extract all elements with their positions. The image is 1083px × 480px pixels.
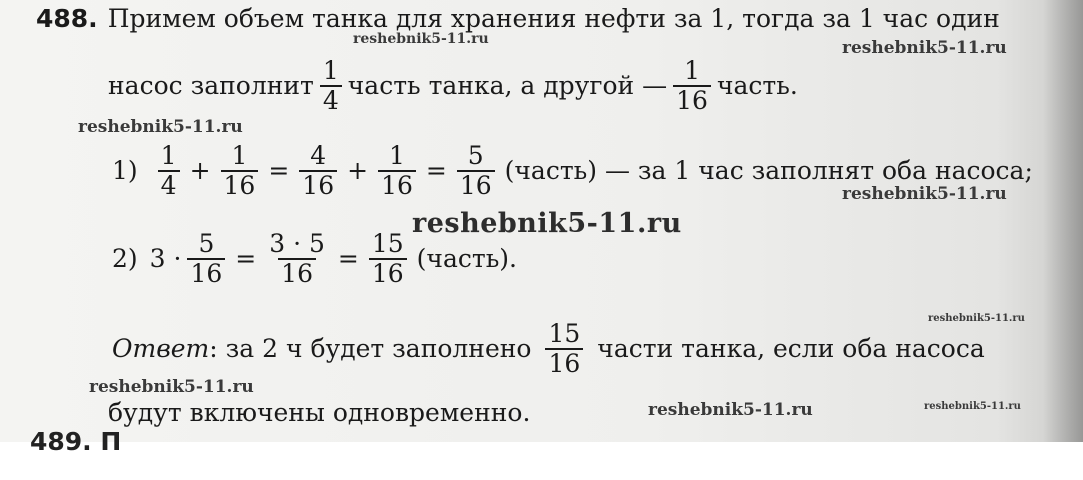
step-2-fraction-2 — [266, 230, 328, 288]
step-1-label: 1) — [112, 156, 138, 185]
step-1-fraction-2 — [221, 142, 259, 200]
fraction-numerator: 1 — [684, 56, 700, 85]
fraction-denominator: 16 — [187, 258, 225, 288]
step-1-text: (часть) — за 1 час заполнят оба насоса; — [504, 156, 1033, 185]
watermark: reshebnik5-11.ru — [78, 117, 243, 137]
fraction-numerator: 1 — [231, 141, 248, 170]
fraction-numerator: 1 — [322, 56, 339, 85]
fraction-numerator: 4 — [310, 141, 327, 170]
equals-sign: = — [425, 156, 447, 185]
fraction-denominator: 16 — [545, 348, 583, 378]
answer-line-1 — [112, 318, 985, 380]
problem-text-start: насос заполнит — [108, 71, 314, 100]
answer-text-end: части танка, если оба насоса — [597, 334, 985, 363]
equals-sign: = — [337, 244, 359, 273]
watermark: reshebnik5-11.ru — [842, 184, 1007, 204]
multiplier: 3 · — [149, 244, 182, 273]
fraction-denominator: 4 — [158, 170, 180, 200]
watermark: reshebnik5-11.ru — [648, 400, 813, 420]
fraction-one-sixteenth — [673, 57, 711, 115]
equals-sign: = — [235, 244, 257, 273]
fraction-denominator: 16 — [369, 258, 407, 288]
problem-line-1 — [36, 4, 1000, 34]
answer-fraction — [545, 320, 583, 378]
fraction-denominator: 16 — [221, 170, 259, 200]
step-1-fraction-4 — [378, 142, 416, 200]
step-2-text: (часть). — [416, 244, 518, 273]
watermark: reshebnik5-11.ru — [353, 31, 489, 47]
fraction-one-quarter — [320, 57, 342, 115]
step-2-fraction-3 — [369, 230, 407, 288]
fraction-numerator: 1 — [160, 141, 177, 170]
watermark-large: reshebnik5-11.ru — [412, 208, 682, 239]
problem-line-2 — [108, 55, 798, 117]
fraction-denominator: 16 — [457, 170, 495, 200]
step-1-fraction-5 — [457, 142, 495, 200]
fraction-numerator: 15 — [371, 229, 404, 258]
problem-number: 488. — [36, 4, 98, 33]
watermark: reshebnik5-11.ru — [928, 313, 1025, 324]
fraction-denominator: 16 — [278, 258, 316, 288]
fraction-denominator: 16 — [673, 85, 711, 115]
fraction-numerator: 1 — [389, 141, 405, 170]
fraction-denominator: 16 — [378, 170, 416, 200]
page-edge-shadow — [1043, 0, 1083, 442]
watermark: reshebnik5-11.ru — [89, 377, 254, 397]
step-1-fraction-1 — [158, 142, 180, 200]
fraction-numerator: 5 — [198, 229, 215, 258]
fraction-denominator: 16 — [299, 170, 337, 200]
problem-text-line-1: Примем объем танка для хранения нефти за 1, тогда за 1 час один — [107, 4, 1000, 33]
fraction-numerator: 3 · 5 — [269, 229, 325, 258]
answer-text-start: : за 2 ч будет заполнено — [209, 334, 532, 363]
step-2-fraction-1 — [187, 230, 225, 288]
watermark: reshebnik5-11.ru — [924, 401, 1021, 412]
watermark: reshebnik5-11.ru — [842, 38, 1007, 58]
plus-sign: + — [347, 156, 369, 185]
problem-text-end: часть. — [716, 71, 798, 100]
plus-sign: + — [189, 156, 211, 185]
step-2-label: 2) — [112, 244, 138, 273]
fraction-numerator: 15 — [548, 319, 581, 348]
step-1-fraction-3 — [299, 142, 337, 200]
equals-sign: = — [268, 156, 290, 185]
answer-line-2 — [108, 398, 530, 428]
answer-label: Ответ — [112, 334, 210, 363]
answer-text-line-2: будут включены одновременно. — [108, 398, 531, 427]
next-problem-cut: 489. П — [30, 427, 122, 456]
fraction-denominator: 4 — [320, 85, 342, 115]
problem-text-mid: часть танка, а другой — — [347, 71, 668, 100]
fraction-numerator: 5 — [467, 141, 484, 170]
